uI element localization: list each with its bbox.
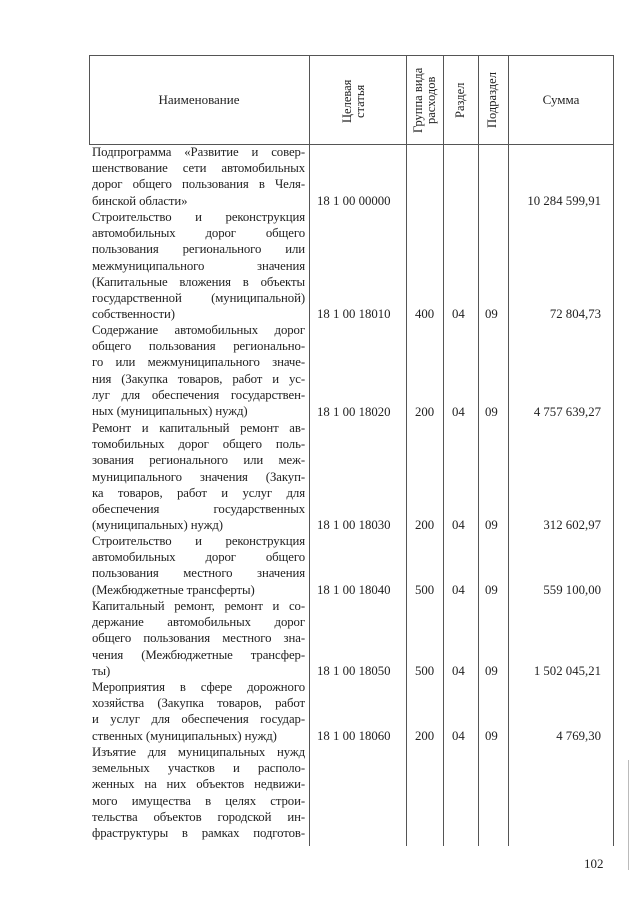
row-name-line: Подпрограмма «Развитие и совер- — [92, 145, 305, 159]
section-cell: 04 — [452, 405, 465, 419]
subsection-cell: 09 — [485, 583, 498, 597]
subsection-cell: 09 — [485, 729, 498, 743]
row-name — [92, 209, 305, 322]
sum-cell: 10 284 599,91 — [527, 194, 601, 208]
target-cell: 18 1 00 18030 — [317, 518, 391, 532]
col-divider-sum — [508, 55, 509, 846]
target-cell: 18 1 00 00000 — [317, 194, 391, 208]
header-sum: Сумма — [542, 92, 580, 107]
target-cell: 18 1 00 18050 — [317, 664, 391, 678]
row-name-line: дорог общего пользования в Челя- — [92, 177, 305, 192]
header-target-line2: статья — [353, 84, 367, 118]
group-cell: 500 — [415, 583, 435, 597]
row-name-line: (муниципальных) нужд) — [92, 518, 223, 533]
header-target-article — [341, 65, 367, 137]
row-name-line: Содержание автомобильных дорог — [92, 323, 305, 337]
row-name-line: томобильных дорог общего поль- — [92, 437, 305, 452]
row-name-line: обеспечения государственных — [92, 502, 305, 517]
row-name-line: бинской области» — [92, 193, 188, 208]
row-name-line: Капитальный ремонт, ремонт и со- — [92, 599, 305, 613]
row-name-line: ных (муниципальных) нужд) — [92, 404, 248, 419]
header-subsection: Подраздел — [485, 72, 499, 128]
row-name-line: автомобильных дорог общего — [92, 226, 305, 241]
row-name-line: ка товаров, работ и услуг для — [92, 485, 305, 500]
row-name-line: Ремонт и капитальный ремонт ав- — [92, 421, 305, 435]
header-section: Раздел — [453, 82, 467, 118]
row-name-line: Строительство и реконструкция — [92, 534, 305, 548]
subsection-cell: 09 — [485, 664, 498, 678]
sum-cell: 72 804,73 — [549, 307, 601, 321]
sum-cell: 4 769,30 — [556, 729, 601, 743]
row-name-line: межмуниципального значения — [92, 258, 305, 273]
sum-cell: 312 602,97 — [543, 518, 601, 532]
row-name-line: муниципального значения (Закуп- — [92, 469, 305, 484]
row-name-line: женных на них объектов недвижи- — [92, 777, 305, 792]
row-name-line: держание автомобильных дорог — [92, 615, 305, 630]
row-name-line: ния (Закупка товаров, работ и ус- — [92, 371, 305, 386]
header-expense-line2: расходов — [424, 76, 438, 124]
header-expense-group — [412, 59, 438, 141]
row-name-line: ты) — [92, 663, 111, 678]
col-divider-target — [309, 55, 310, 846]
row-name-line: и услуг для обеспечения государ- — [92, 712, 305, 727]
row-name-line: (Межбюджетные трансферты) — [92, 582, 255, 597]
row-name-line: зования регионального или меж- — [92, 453, 305, 468]
section-cell: 04 — [452, 518, 465, 532]
row-name-line: го или межмуниципального значе- — [92, 355, 305, 370]
row-name-line: ственных (муниципальных) нужд) — [92, 728, 277, 743]
header-name: Наименование — [158, 92, 240, 107]
row-name-line: общего пользования местного зна- — [92, 631, 305, 646]
row-name — [92, 744, 305, 841]
budget-table — [89, 55, 614, 846]
group-cell: 500 — [415, 664, 435, 678]
row-name-line: пользования регионального или — [92, 242, 305, 257]
group-cell: 200 — [415, 518, 435, 532]
group-cell: 200 — [415, 729, 435, 743]
row-name — [92, 144, 305, 209]
col-divider-group — [406, 55, 407, 846]
row-name — [92, 533, 305, 598]
target-cell: 18 1 00 18060 — [317, 729, 391, 743]
row-name-line: земельных участков и располо- — [92, 761, 305, 776]
header-target-line1: Целевая — [340, 79, 354, 123]
page-number: 102 — [584, 856, 604, 871]
section-cell: 04 — [452, 307, 465, 321]
row-name-line: пользования местного значения — [92, 566, 305, 581]
row-name-line: собственности) — [92, 307, 175, 322]
target-cell: 18 1 00 18020 — [317, 405, 391, 419]
row-name — [92, 679, 305, 744]
row-name-line: Мероприятия в сфере дорожного — [92, 680, 305, 694]
row-name-line: шенствование сети автомобильных — [92, 161, 305, 176]
col-divider-subsection — [478, 55, 479, 846]
target-cell: 18 1 00 18010 — [317, 307, 391, 321]
row-name — [92, 598, 305, 679]
row-name-line: государственной (муниципальной) — [92, 291, 305, 306]
table-right-border — [613, 55, 614, 846]
sum-cell: 1 502 045,21 — [533, 664, 601, 678]
row-name-line: (Капитальные вложения в объекты — [92, 274, 305, 289]
row-name-line: хозяйства (Закупка товаров, работ — [92, 696, 305, 711]
subsection-cell: 09 — [485, 518, 498, 532]
section-cell: 04 — [452, 664, 465, 678]
col-divider-section — [443, 55, 444, 846]
row-name-line: автомобильных дорог общего — [92, 550, 305, 565]
row-name — [92, 322, 305, 419]
row-name-line: Изъятие для муниципальных нужд — [92, 745, 305, 759]
group-cell: 400 — [415, 307, 435, 321]
target-cell: 18 1 00 18040 — [317, 583, 391, 597]
sum-cell: 559 100,00 — [543, 583, 601, 597]
row-name-line: луг для обеспечения государствен- — [92, 387, 305, 402]
row-name-line: мого имущества в целях строи- — [92, 793, 305, 808]
row-name-line: общего пользования регионально- — [92, 339, 305, 354]
section-cell: 04 — [452, 583, 465, 597]
sum-cell: 4 757 639,27 — [533, 405, 601, 419]
scan-edge-mark — [628, 760, 629, 870]
header-expense-line1: Группа вида — [411, 67, 425, 133]
row-name-line: тельства объектов городской ин- — [92, 809, 305, 824]
subsection-cell: 09 — [485, 405, 498, 419]
group-cell: 200 — [415, 405, 435, 419]
table-top-border — [89, 55, 614, 56]
subsection-cell: 09 — [485, 307, 498, 321]
row-name-line: чения (Межбюджетные трансфер- — [92, 647, 305, 662]
row-name-line: Строительство и реконструкция — [92, 210, 305, 224]
row-name — [92, 420, 305, 533]
row-name-line: фраструктуры в рамках подготов- — [92, 826, 305, 841]
section-cell: 04 — [452, 729, 465, 743]
